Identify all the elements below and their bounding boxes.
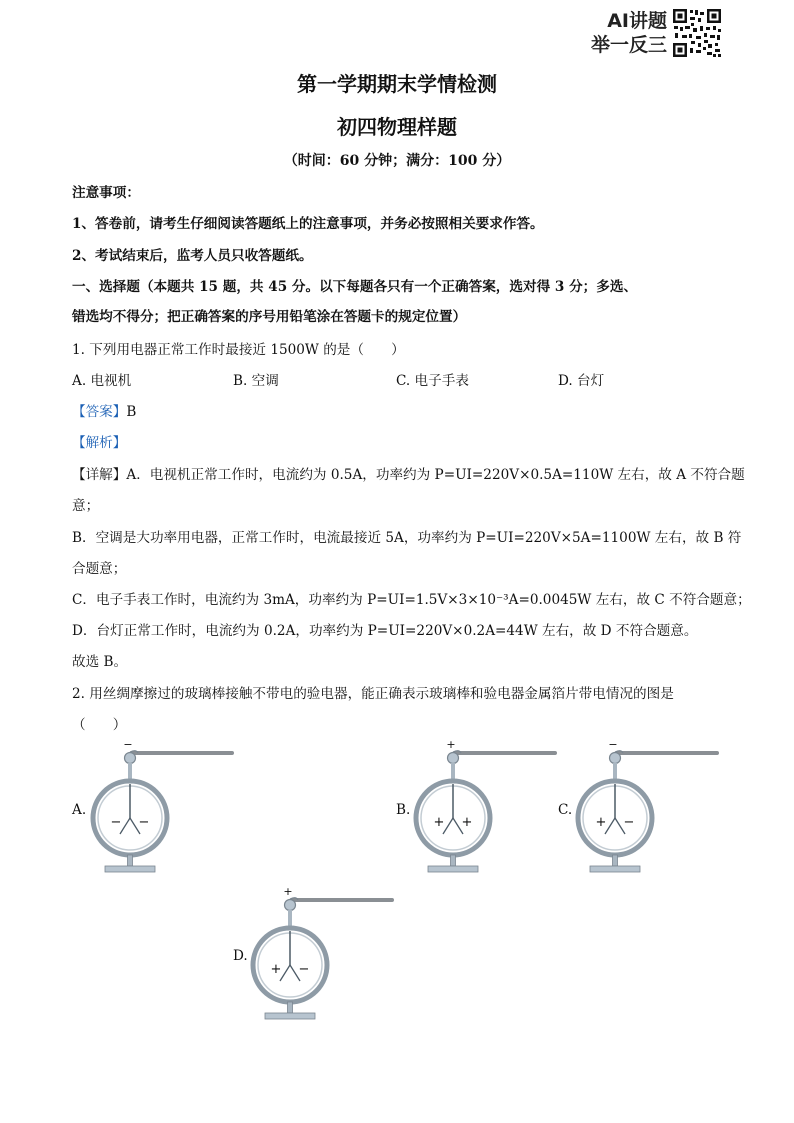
notes-item-2: 2、考试结束后，监考人员只收答题纸。 xyxy=(72,248,313,264)
figure-b-label: B. xyxy=(396,802,411,818)
q1-detail-line-4: 合题意； xyxy=(72,561,127,577)
q1-detail-line-3: B．空调是大功率用电器，正常工作时，电流最接近 5A，功率约为 P=UI=220V×5A=1100W 左右，故 B 符 xyxy=(72,530,742,546)
q1-answer: B xyxy=(126,404,137,420)
figure-c-label: C. xyxy=(558,802,573,818)
electroscope-figure-b xyxy=(413,738,563,878)
stand-base xyxy=(590,866,640,872)
q2-stem-line1: 2. 用丝绸摩擦过的玻璃棒接触不带电的验电器，能正确表示玻璃棒和验电器金属箔片带电情况的图是 xyxy=(72,686,674,702)
rod-charge-sign: − xyxy=(123,738,133,751)
ai-badge-line2: 举一反三 xyxy=(590,34,667,56)
electroscope-figure-d xyxy=(250,885,400,1025)
leaf-right-charge-sign: − xyxy=(138,815,150,830)
leaf-left-charge-sign: + xyxy=(433,815,445,830)
electroscope-figure-a xyxy=(90,738,240,878)
leaf-right-charge-sign: − xyxy=(298,962,310,977)
q1-detail-line-6: D．台灯正常工作时，电流约为 0.2A，功率约为 P=UI=220V×0.2A=44W 左右，故 D 不符合题意。 xyxy=(72,623,698,639)
figure-d-label: D. xyxy=(233,948,248,964)
leaf-left-charge-sign: + xyxy=(595,815,607,830)
q1-option-c: C. 电子手表 xyxy=(396,373,469,389)
q1-option-b: B. 空调 xyxy=(233,373,279,389)
q1-detail-text-1: A．电视机正常工作时，电流约为 0.5A，功率约为 P=UI=220V×0.5A=110W 左右，故 A 不符合题 xyxy=(126,467,745,483)
section-heading-line2: 错选均不得分；把正确答案的序号用铅笔涂在答题卡的规定位置） xyxy=(72,309,467,325)
q1-option-a: A. 电视机 xyxy=(72,373,132,389)
q1-detail-line-1 xyxy=(72,463,745,483)
answer-label: 【答案】 xyxy=(72,404,127,420)
leaf-left-charge-sign: + xyxy=(270,962,282,977)
notes-heading: 注意事项： xyxy=(72,185,140,201)
ai-badge[interactable] xyxy=(575,7,725,61)
ai-badge-text xyxy=(575,9,667,57)
rod-charge-sign: + xyxy=(446,738,456,751)
notes-item-1: 1、答卷前，请考生仔细阅读答题纸上的注意事项，并务必按照相关要求作答。 xyxy=(72,216,544,232)
detail-label: 【详解】 xyxy=(72,467,127,483)
metal-knob xyxy=(448,753,459,764)
ai-badge-line1: AI讲题 xyxy=(607,10,667,32)
exam-title: 第一学期期末学情检测 xyxy=(297,72,497,96)
stand-base xyxy=(428,866,478,872)
q1-option-d: D. 台灯 xyxy=(558,373,605,389)
q1-detail-line-5: C．电子手表工作时，电流约为 3mA，功率约为 P=UI=1.5V×3×10⁻³A=0.0045W 左右，故 C 不符合题意； xyxy=(72,592,751,608)
figure-a-label: A. xyxy=(72,802,87,818)
metal-knob xyxy=(125,753,136,764)
stand-base xyxy=(265,1013,315,1019)
stand-neck xyxy=(288,1002,293,1013)
rod-charge-sign: − xyxy=(608,738,618,751)
section-heading-line1: 一、选择题（本题共 15 题，共 45 分。以下每题各只有一个正确答案，选对得 3 分；多选、 xyxy=(72,279,638,295)
q1-answer-row xyxy=(72,400,136,420)
leaf-right-charge-sign: − xyxy=(623,815,635,830)
rod-charge-sign: + xyxy=(283,885,293,898)
metal-knob xyxy=(285,900,296,911)
qr-code-icon[interactable] xyxy=(671,7,723,59)
q1-stem: 1. 下列用电器正常工作时最接近 1500W 的是（ ） xyxy=(72,342,405,358)
stand-base xyxy=(105,866,155,872)
stand-neck xyxy=(128,855,133,866)
q1-detail-line-7: 故选 B。 xyxy=(72,654,128,670)
stand-neck xyxy=(451,855,456,866)
stand-neck xyxy=(613,855,618,866)
exam-subtitle: 初四物理样题 xyxy=(337,115,457,139)
electroscope-figure-c xyxy=(575,738,725,878)
leaf-right-charge-sign: + xyxy=(461,815,473,830)
exam-time-info: （时间：60 分钟；满分：100 分） xyxy=(283,153,511,169)
q1-detail-line-2: 意； xyxy=(72,498,100,514)
metal-knob xyxy=(610,753,621,764)
leaf-left-charge-sign: − xyxy=(110,815,122,830)
q2-stem-line2: （ ） xyxy=(72,717,127,733)
analysis-label: 【解析】 xyxy=(72,435,127,451)
